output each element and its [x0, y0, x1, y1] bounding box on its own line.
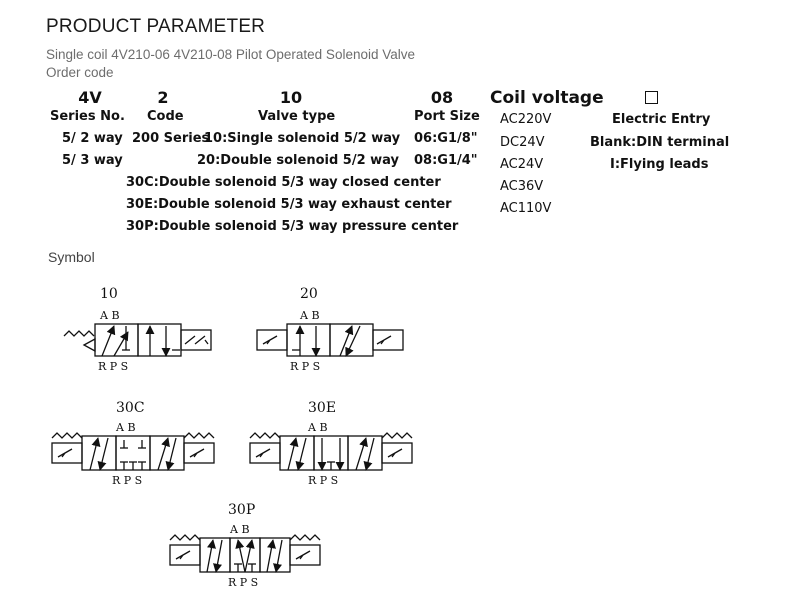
symbol-top-ports-10: A B: [100, 309, 120, 322]
code-value: 2: [157, 88, 169, 107]
valve-type-label: Valve type: [258, 109, 336, 124]
symbol-bottom-ports-30p: R P S: [228, 576, 259, 589]
symbol-label-10: 10: [100, 286, 118, 302]
symbol-label-30p: 30P: [228, 502, 256, 518]
symbol-top-ports-30e: A B: [308, 421, 328, 434]
code-option: 200 Series: [132, 131, 210, 146]
symbol-bottom-ports-20: R P S: [290, 360, 321, 373]
symbol-bottom-ports-30c: R P S: [112, 474, 143, 487]
symbol-label-30e: 30E: [308, 400, 337, 416]
coil-voltage-option: AC110V: [500, 201, 552, 216]
page-title: PRODUCT PARAMETER: [46, 16, 266, 37]
series-option: 5/ 2 way: [62, 131, 123, 146]
series-label: Series No.: [50, 109, 125, 124]
series-option: 5/ 3 way: [62, 153, 123, 168]
symbol-top-ports-30c: A B: [116, 421, 136, 434]
symbol-top-ports-30p: A B: [230, 523, 250, 536]
port-size-code: 08: [430, 88, 454, 107]
valve-type-option: 30C:Double solenoid 5/3 way closed center: [126, 175, 441, 190]
electric-entry-option: Blank:DIN terminal: [590, 135, 730, 150]
symbol-top-ports-20: A B: [300, 309, 320, 322]
coil-voltage-option: DC24V: [500, 135, 545, 150]
port-size-option: 06:G1/8": [414, 131, 478, 146]
electric-entry-option: I:Flying leads: [610, 157, 709, 172]
valve-symbol-30c: [52, 433, 214, 470]
symbol-bottom-ports-30e: R P S: [308, 474, 339, 487]
valve-type-option: 10:Single solenoid 5/2 way: [204, 131, 401, 146]
order-code-label: Order code: [46, 65, 114, 80]
port-size-label: Port Size: [414, 109, 480, 124]
code-label: Code: [147, 109, 184, 124]
symbol-heading: Symbol: [48, 249, 95, 265]
coil-voltage-option: AC220V: [500, 112, 552, 127]
valve-type-option: 20:Double solenoid 5/2 way: [197, 153, 400, 168]
coil-voltage-label: Coil voltage: [490, 88, 604, 108]
product-subtitle: Single coil 4V210-06 4V210-08 Pilot Operated Solenoid Valve: [46, 47, 415, 62]
symbol-label-20: 20: [300, 286, 318, 302]
electric-entry-label: Electric Entry: [612, 112, 711, 127]
symbol-label-30c: 30C: [116, 400, 145, 416]
valve-type-code: 10: [279, 88, 303, 107]
valve-symbol-30e: [250, 433, 412, 470]
port-size-option: 08:G1/4": [414, 153, 478, 168]
valve-type-option: 30P:Double solenoid 5/3 way pressure center: [126, 219, 459, 234]
valve-symbol-20: [257, 324, 403, 356]
coil-voltage-option: AC24V: [500, 157, 544, 172]
valve-type-option: 30E:Double solenoid 5/3 way exhaust center: [126, 197, 452, 212]
valve-symbol-10: [64, 324, 211, 356]
valve-symbol-30p: [170, 535, 320, 572]
series-code: 4V: [78, 88, 102, 107]
symbol-bottom-ports-10: R P S: [98, 360, 129, 373]
coil-voltage-option: AC36V: [500, 179, 544, 194]
